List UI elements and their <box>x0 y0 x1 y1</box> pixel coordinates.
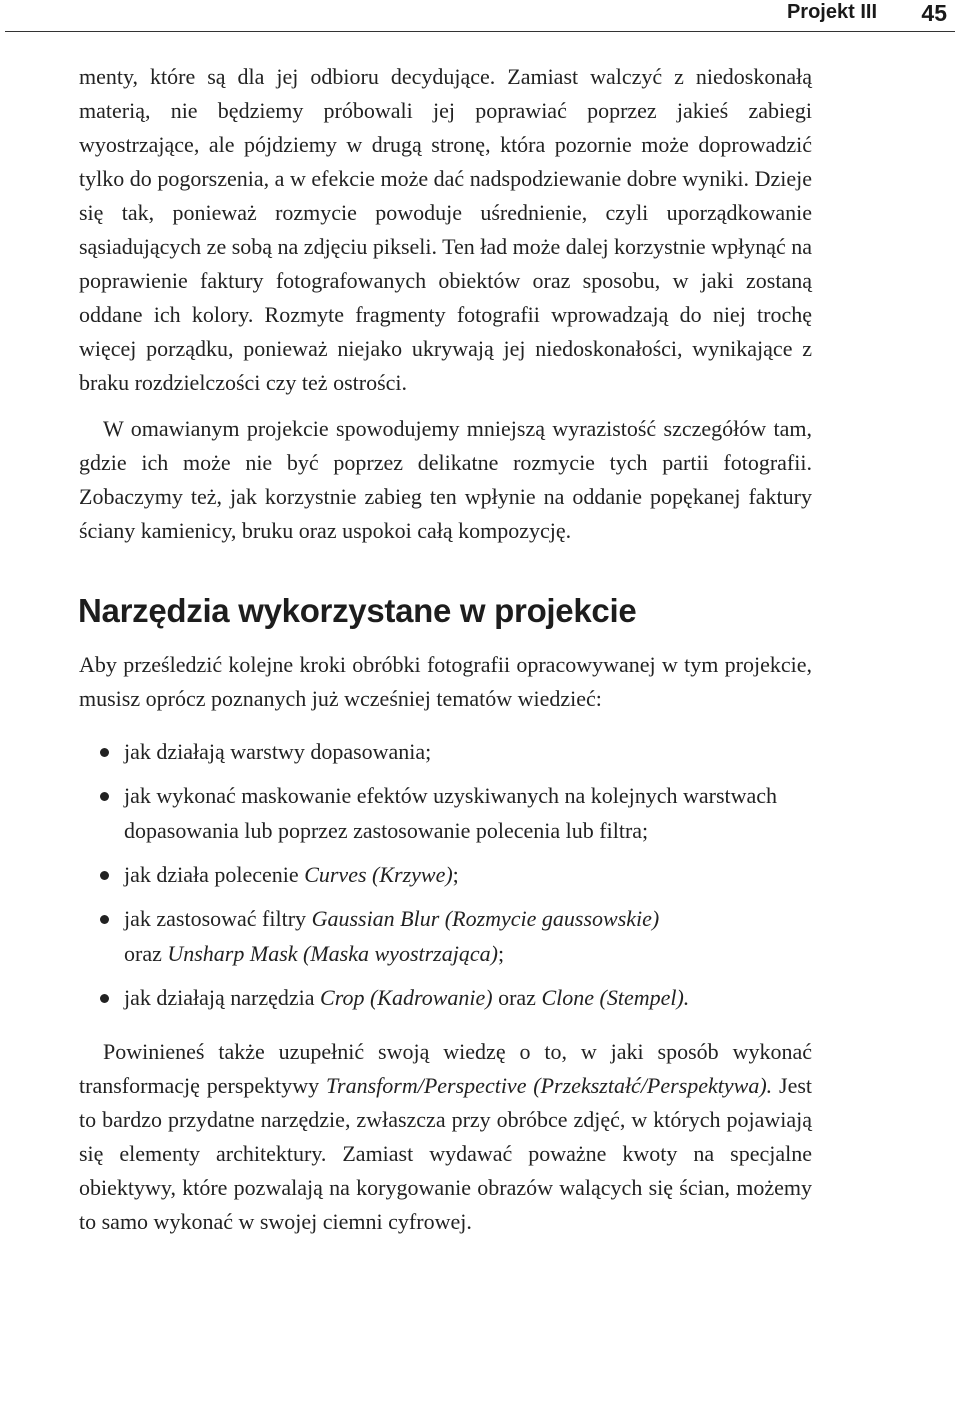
list-item-text: ; <box>497 941 505 966</box>
tool-name: Clone (Stempel). <box>541 985 690 1010</box>
list-item-text: jak działają warstwy dopasowania; <box>124 739 432 764</box>
list-item-text: oraz <box>124 941 168 966</box>
bullet-list <box>79 734 812 1015</box>
header-section-title: Projekt III <box>786 1 877 23</box>
bullet-icon <box>100 915 109 924</box>
tool-name: Crop (Kadrowanie) <box>320 985 493 1010</box>
list-item <box>79 734 812 769</box>
list-item <box>79 901 812 971</box>
bullet-icon <box>100 994 109 1003</box>
page-number: 45 <box>921 0 947 26</box>
filter-name: Gaussian Blur (Rozmycie gaussowskie) <box>311 906 660 931</box>
list-item-text: jak wykonać maskowanie efektów uzyskiwanych na kolejnych warstwach dopasowania lub poprzez zastosowanie polecenia lub filtra; <box>124 783 778 843</box>
list-item <box>79 980 812 1015</box>
body-paragraph: W omawianym projekcie spowodujemy mniejszą wyrazistość szczegółów tam, gdzie ich może nie być poprzez delikatne rozmycie tych partii fotografii. Zobaczymy też, jak korzystnie zabieg ten wpłynie na oddanie popękanej faktury ściany kamienicy, bruku oraz uspokoi całą kompozycję. <box>79 416 812 543</box>
bullet-icon <box>100 871 109 880</box>
list-item-text: jak działa polecenie <box>124 862 305 887</box>
body-paragraph: Aby prześledzić kolejne kroki obróbki fotografii opracowywanej w tym projekcie, musisz oprócz poznanych już wcześniej tematów wiedzieć: <box>79 652 812 711</box>
body-paragraph <box>79 1035 812 1239</box>
filter-name: Unsharp Mask (Maska wyostrzająca) <box>167 941 498 966</box>
paragraph-text: Powinieneś także uzupełnić swoją wiedzę o to, w jaki sposób wykonać transformację perspektywy <box>79 1039 812 1098</box>
page-content <box>79 60 812 1239</box>
list-item-text: jak działają narzędzia <box>124 985 321 1010</box>
running-header <box>5 0 955 32</box>
list-item <box>79 778 812 848</box>
command-name: Curves (Krzywe) <box>304 862 453 887</box>
bullet-icon <box>100 748 109 757</box>
bullet-icon <box>100 792 109 801</box>
list-item-text: oraz <box>492 985 542 1010</box>
list-item-text: ; <box>452 862 459 887</box>
list-item <box>79 857 812 892</box>
body-paragraph: menty, które są dla jej odbioru decydujące. Zamiast walczyć z niedoskonałą materią, nie będziemy próbowali jej poprawiać poprzez jakieś zabiegi wyostrzające, ale pójdziemy w drugą stronę, która pozornie może doprowadzić tylko do pogorszenia, a w efekcie może dać nadspodziewanie dobre wyniki. Dzieje się tak, ponieważ rozmycie powoduje uśrednienie, czyli uporządkowanie sąsiadujących ze sobą na zdjęciu pikseli. Ten ład może dalej korzystnie wpłynąć na poprawienie faktury fotografowanych obiektów oraz sposobu, w jaki zostaną oddane ich kolory. Rozmyte fragmenty fotografii wprowadzają do niej trochę więcej porządku, ponieważ niejako ukrywają jej niedoskonałości, wynikające z braku rozdzielczości czy też ostrości. <box>79 64 812 395</box>
section-heading: Narzędzia wykorzystane w projekcie <box>78 592 637 629</box>
paragraph-text: Jest to bardzo przydatne narzędzie, zwłaszcza przy obróbce zdjęć, w których pojawiają się elementy architektury. Zamiast wydawać poważne kwoty na specjalne obiektywy, które pozwalają na korygowanie obrazów walących się ścian, możemy to samo wykonać w swojej ciemni cyfrowej. <box>79 1073 813 1234</box>
command-name: Transform/Perspective (Przekształć/Perspektywa). <box>326 1073 773 1098</box>
list-item-text: jak zastosować filtry <box>124 906 312 931</box>
